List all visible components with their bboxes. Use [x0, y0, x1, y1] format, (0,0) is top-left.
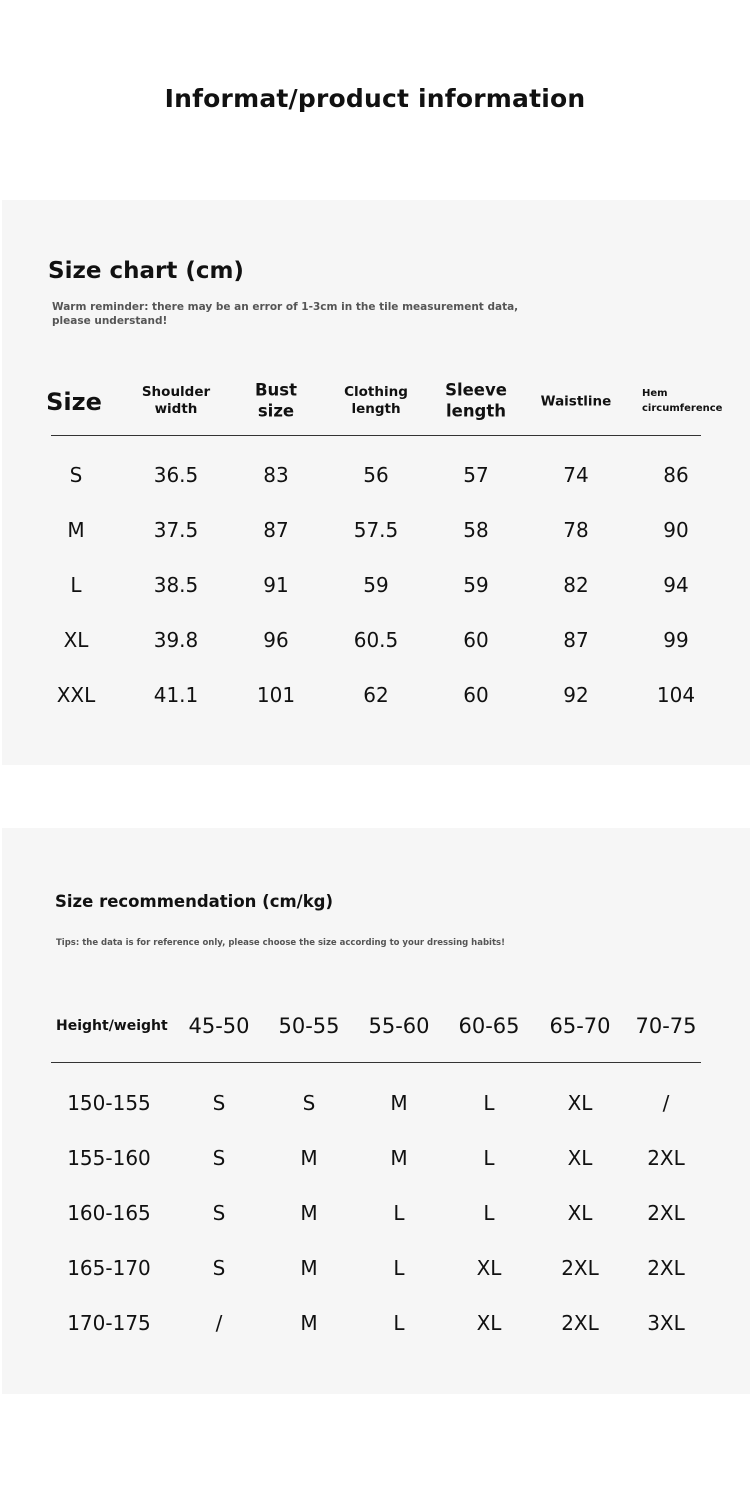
height-range-cell: 155-160 [67, 1146, 151, 1170]
measurement-cell: 60 [463, 683, 489, 707]
measurement-cell: 82 [563, 573, 589, 597]
recommended-size-cell: L [393, 1201, 405, 1225]
size-recommendation-note: Tips: the data is for reference only, please choose the size according to your dressing habits! [56, 938, 505, 948]
header-size: Size [46, 388, 102, 416]
measurement-cell: 87 [563, 628, 589, 652]
measurement-cell: 99 [663, 628, 689, 652]
recommended-size-cell: 2XL [561, 1256, 599, 1280]
weight-range-header: 55-60 [368, 1014, 430, 1038]
recommended-size-cell: 3XL [647, 1311, 685, 1335]
size-label-cell: XXL [56, 683, 96, 707]
height-weight-header: Height/weight [56, 1018, 168, 1034]
weight-range-header: 70-75 [635, 1014, 697, 1038]
recommended-size-cell: L [393, 1256, 405, 1280]
measurement-cell: 83 [263, 463, 289, 487]
header-line: Sleeve [445, 380, 507, 400]
recommended-size-cell: M [300, 1201, 318, 1225]
header-line: length [351, 401, 401, 417]
recommended-size-cell: M [390, 1091, 408, 1115]
weight-range-header: 65-70 [549, 1014, 611, 1038]
header-hem-circumference [642, 386, 722, 416]
measurement-cell: 92 [563, 683, 589, 707]
recommended-size-cell: 2XL [647, 1146, 685, 1170]
header-bust-size [255, 380, 297, 421]
recommended-size-cell: 2XL [647, 1256, 685, 1280]
size-chart-divider [51, 435, 701, 436]
measurement-cell: 60 [463, 628, 489, 652]
recommended-size-cell: / [662, 1091, 670, 1115]
weight-range-header: 60-65 [458, 1014, 520, 1038]
recommended-size-cell: S [302, 1091, 316, 1115]
size-recommendation-divider [51, 1062, 701, 1063]
measurement-cell: 74 [563, 463, 589, 487]
weight-range-header: 50-55 [278, 1014, 340, 1038]
measurement-cell: 104 [656, 683, 696, 707]
size-label-cell: M [67, 518, 85, 542]
recommended-size-cell: S [212, 1256, 226, 1280]
header-clothing-length [344, 384, 408, 418]
measurement-cell: 57.5 [353, 518, 399, 542]
recommended-size-cell: L [393, 1311, 405, 1335]
recommended-size-cell: S [212, 1146, 226, 1170]
recommended-size-cell: L [483, 1146, 495, 1170]
recommended-size-cell: / [215, 1311, 223, 1335]
header-line: circumference [642, 403, 723, 414]
size-chart-panel [2, 200, 750, 765]
measurement-cell: 78 [563, 518, 589, 542]
header-line: size [257, 401, 295, 420]
measurement-cell: 56 [363, 463, 389, 487]
recommended-size-cell: XL [567, 1146, 593, 1170]
recommended-size-cell: 2XL [561, 1311, 599, 1335]
header-line: Hem [642, 388, 668, 399]
page-title: Informat/product information [164, 84, 586, 113]
size-recommendation-panel [2, 828, 750, 1394]
size-chart-title: Size chart (cm) [48, 258, 244, 284]
measurement-cell: 38.5 [153, 573, 199, 597]
recommended-size-cell: M [390, 1146, 408, 1170]
recommended-size-cell: XL [567, 1201, 593, 1225]
weight-range-header: 45-50 [188, 1014, 250, 1038]
height-range-cell: 160-165 [67, 1201, 151, 1225]
measurement-cell: 39.8 [153, 628, 199, 652]
recommended-size-cell: S [212, 1091, 226, 1115]
header-line: length [445, 401, 507, 420]
header-sleeve-length [445, 380, 507, 421]
height-range-cell: 170-175 [67, 1311, 151, 1335]
recommended-size-cell: XL [567, 1091, 593, 1115]
header-waistline: Waistline [540, 393, 612, 410]
recommended-size-cell: L [483, 1091, 495, 1115]
recommended-size-cell: XL [476, 1256, 502, 1280]
recommended-size-cell: 2XL [647, 1201, 685, 1225]
header-line: Bust [254, 380, 298, 400]
measurement-cell: 87 [263, 518, 289, 542]
measurement-cell: 37.5 [153, 518, 199, 542]
size-label-cell: XL [63, 628, 89, 652]
measurement-cell: 62 [363, 683, 389, 707]
measurement-cell: 101 [256, 683, 296, 707]
size-recommendation-title: Size recommendation (cm/kg) [55, 892, 334, 911]
measurement-cell: 86 [663, 463, 689, 487]
recommended-size-cell: M [300, 1146, 318, 1170]
height-range-cell: 165-170 [67, 1256, 151, 1280]
recommended-size-cell: L [483, 1201, 495, 1225]
header-line: Clothing [344, 384, 408, 401]
measurement-cell: 94 [663, 573, 689, 597]
header-line: Shoulder [141, 384, 211, 401]
measurement-cell: 59 [463, 573, 489, 597]
recommended-size-cell: S [212, 1201, 226, 1225]
measurement-cell: 96 [263, 628, 289, 652]
measurement-cell: 58 [463, 518, 489, 542]
header-shoulder-width [142, 384, 210, 418]
measurement-cell: 59 [363, 573, 389, 597]
recommended-size-cell: XL [476, 1311, 502, 1335]
measurement-cell: 91 [263, 573, 289, 597]
measurement-cell: 60.5 [353, 628, 399, 652]
measurement-cell: 57 [463, 463, 489, 487]
recommended-size-cell: M [300, 1256, 318, 1280]
header-line: width [154, 401, 198, 417]
height-range-cell: 150-155 [67, 1091, 151, 1115]
size-label-cell: S [69, 463, 83, 487]
recommended-size-cell: M [300, 1311, 318, 1335]
measurement-cell: 36.5 [153, 463, 199, 487]
measurement-cell: 41.1 [153, 683, 199, 707]
size-label-cell: L [70, 573, 82, 597]
measurement-cell: 90 [663, 518, 689, 542]
size-chart-note: Warm reminder: there may be an error of 1-3cm in the tile measurement data, please understand! [52, 301, 519, 327]
